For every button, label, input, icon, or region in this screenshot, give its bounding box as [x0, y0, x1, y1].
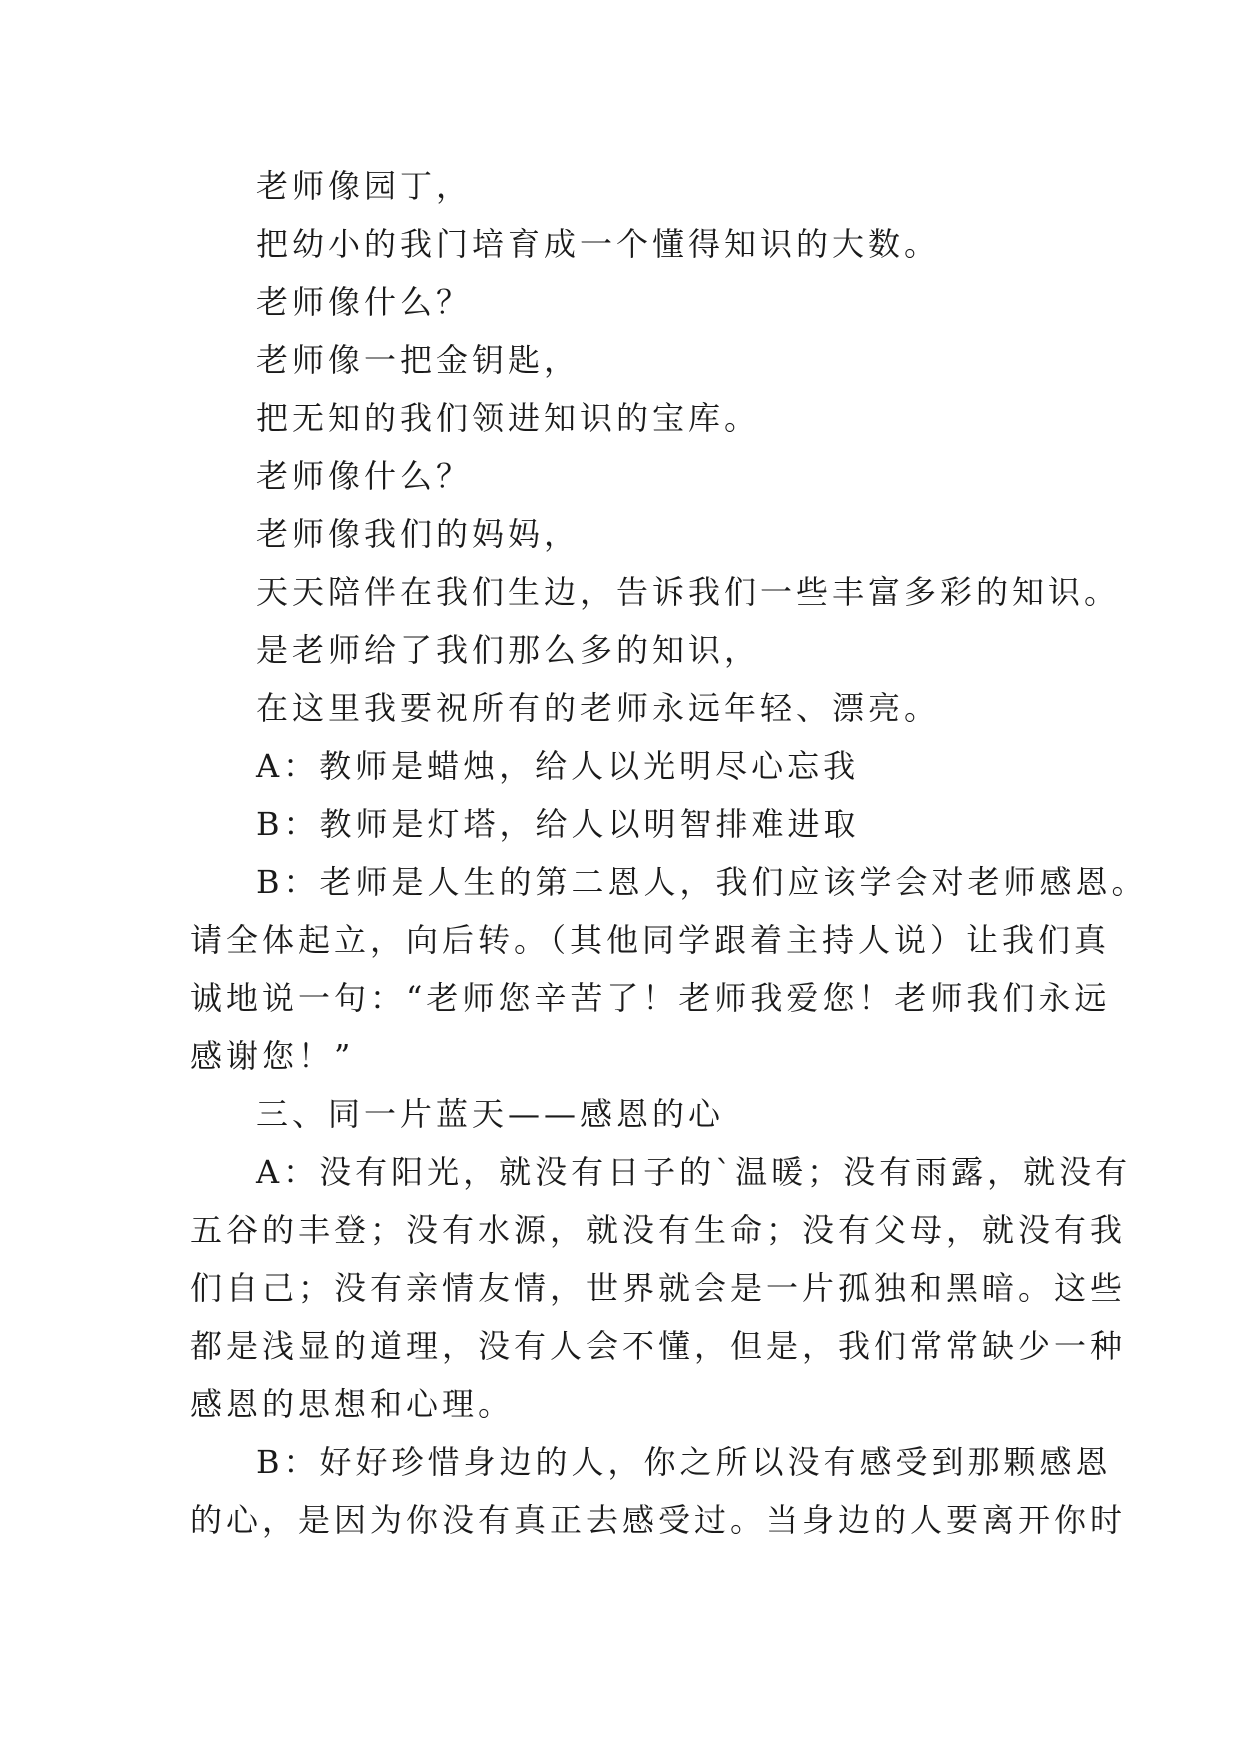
text-line: 把无知的我们领进知识的宝库。 [256, 399, 761, 437]
text-line: 老师像一把金钥匙， [256, 341, 581, 379]
text-line: 五谷的丰登；没有水源，就没有生命；没有父母，就没有我 [190, 1211, 1127, 1249]
text-line: B：教师是灯塔，给人以明智排难进取 [256, 805, 860, 843]
text-line: 是老师给了我们那么多的知识， [256, 631, 761, 669]
text-line: 把幼小的我门培育成一个懂得知识的大数。 [256, 225, 941, 263]
text-line: B：老师是人生的第二恩人，我们应该学会对老师感恩。 [256, 863, 1148, 901]
text-line: 天天陪伴在我们生边，告诉我们一些丰富多彩的知识。 [256, 573, 1121, 611]
text-line: A：教师是蜡烛，给人以光明尽心忘我 [256, 747, 860, 785]
text-line: 老师像什么？ [256, 283, 473, 321]
text-line: A：没有阳光，就没有日子的`温暖；没有雨露，就没有 [256, 1153, 1132, 1191]
text-line: 老师像什么？ [256, 457, 473, 495]
text-line: 老师像园丁， [256, 167, 473, 205]
text-line: 的心，是因为你没有真正去感受过。当身边的人要离开你时 [190, 1501, 1127, 1539]
section-heading: 三、同一片蓝天——感恩的心 [256, 1095, 725, 1133]
text-line: B：好好珍惜身边的人，你之所以没有感受到那颗感恩 [256, 1443, 1112, 1481]
text-line: 老师像我们的妈妈， [256, 515, 581, 553]
text-line: 请全体起立，向后转。（其他同学跟着主持人说）让我们真 [190, 921, 1111, 959]
text-line: 们自己；没有亲情友情，世界就会是一片孤独和黑暗。这些 [190, 1269, 1127, 1307]
text-line: 诚地说一句：“老师您辛苦了！老师我爱您！老师我们永远 [190, 979, 1111, 1017]
text-line: 感谢您！” [190, 1037, 355, 1075]
text-line: 在这里我要祝所有的老师永远年轻、漂亮。 [256, 689, 941, 727]
text-line: 都是浅显的道理，没有人会不懂，但是，我们常常缺少一种 [190, 1327, 1127, 1365]
text-line: 感恩的思想和心理。 [190, 1385, 515, 1423]
